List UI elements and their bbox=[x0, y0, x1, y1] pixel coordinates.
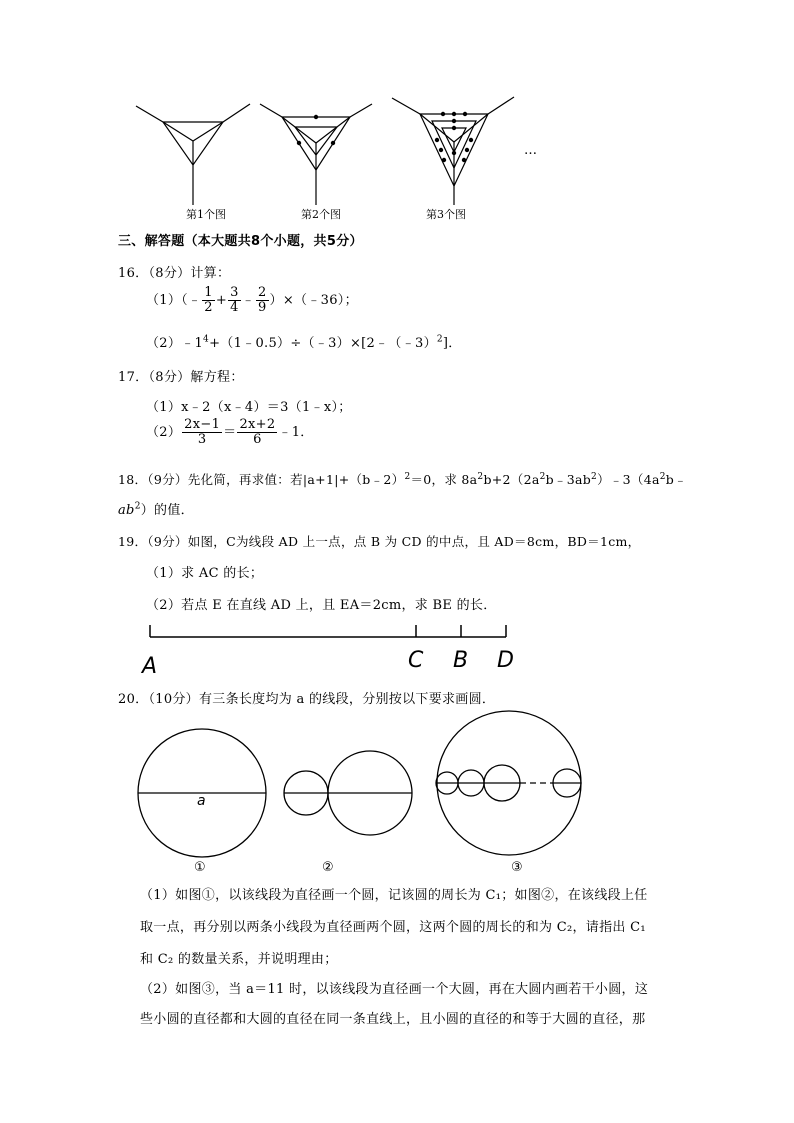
q16-part1 bbox=[146, 286, 358, 315]
segment-label-a: a bbox=[197, 793, 206, 809]
q17-part2 bbox=[146, 418, 314, 447]
q16-p1-tail: ）×（﹣36）； bbox=[269, 293, 358, 308]
numerator: 3 bbox=[230, 285, 239, 300]
q17-p2-tail: ﹣1． bbox=[278, 425, 314, 440]
dot bbox=[452, 151, 456, 155]
exponent: 2 bbox=[134, 501, 141, 512]
point-label-C: C bbox=[408, 648, 424, 673]
q18-text: 18．（9分）先化简，再求值：若|a+1|+（b﹣2） bbox=[118, 472, 405, 487]
dot bbox=[465, 148, 469, 152]
q18-text: b+2（2a bbox=[483, 472, 540, 487]
q19-part1: （1）求 AC 的长； bbox=[146, 566, 264, 581]
q18-text: ab bbox=[118, 503, 135, 518]
q17-p2-label: （2） bbox=[146, 425, 182, 440]
dot bbox=[463, 112, 467, 116]
fraction-2-9 bbox=[256, 286, 269, 315]
exponent: 2 bbox=[659, 471, 666, 482]
dot bbox=[452, 119, 456, 123]
exponent: 4 bbox=[203, 334, 210, 345]
numerator: 2 bbox=[257, 285, 267, 300]
q20-p2-line1: （2）如图③，当 a＝11 时，以该线段为直径画一个大圆，再在大圆内画若干小圆，这 bbox=[140, 982, 649, 997]
q19-part2: （2）若点 E 在直线 AD 上，且 EA＝2cm，求 BE 的长． bbox=[146, 598, 497, 613]
q18-text: ＝0，求 8a bbox=[410, 472, 478, 487]
exponent: 2 bbox=[404, 471, 411, 482]
exponent: 2 bbox=[539, 471, 546, 482]
q16-stem: 16．（8分）计算： bbox=[118, 266, 231, 281]
figure-number-2: ② bbox=[322, 860, 334, 875]
q18-text: ）的值． bbox=[140, 503, 194, 518]
figure2-caption: 第2个图 bbox=[301, 208, 341, 221]
fraction-lhs bbox=[182, 418, 222, 447]
q16-p2-c: ]． bbox=[442, 336, 462, 351]
point-label-A: A bbox=[142, 654, 158, 679]
q20-p2-line2: 些小圆的直径都和大圆的直径在同一条直线上，且小圆的直径的和等于大圆的直径，那 bbox=[140, 1012, 646, 1027]
figure1-caption: 第1个图 bbox=[186, 208, 226, 221]
point-label-D: D bbox=[497, 648, 514, 673]
figure-number-3: ③ bbox=[511, 860, 523, 875]
dot bbox=[442, 158, 446, 162]
q16-p2-a: （2）﹣1 bbox=[146, 336, 204, 351]
circles-figures bbox=[130, 708, 600, 878]
plus-sign: + bbox=[215, 293, 228, 308]
dot bbox=[439, 148, 443, 152]
fraction-rhs bbox=[237, 418, 277, 447]
dot bbox=[297, 141, 301, 145]
denominator: 9 bbox=[257, 300, 267, 315]
numerator: 2x+2 bbox=[239, 417, 276, 432]
minus-sign: ﹣ bbox=[241, 293, 255, 308]
exponent: 2 bbox=[436, 334, 443, 345]
numerator: 2x−1 bbox=[184, 417, 221, 432]
ellipsis: … bbox=[524, 143, 537, 158]
dot bbox=[435, 138, 439, 142]
exponent: 2 bbox=[477, 471, 484, 482]
dot bbox=[462, 158, 466, 162]
q18-text: b﹣ bbox=[665, 472, 687, 487]
numerator: 1 bbox=[204, 285, 213, 300]
dot bbox=[331, 141, 335, 145]
fraction-1-2 bbox=[202, 286, 215, 315]
fraction-3-4 bbox=[228, 286, 241, 315]
dot bbox=[441, 112, 445, 116]
q18-text: ）﹣3（4a bbox=[597, 472, 660, 487]
q16-p1-label: （1）（﹣ bbox=[146, 293, 202, 308]
section-heading: 三、解答题（本大题共8个小题，共5分） bbox=[118, 234, 363, 249]
q18-line2 bbox=[118, 499, 194, 518]
point-label-B: B bbox=[453, 648, 469, 673]
q20-p1-line3: 和 C₂ 的数量关系，并说明理由； bbox=[140, 952, 338, 967]
q20-p1-line2: 取一点，再分别以两条小线段为直径画两个圆，这两个圆的周长的和为 C₂，请指出 C₁ bbox=[140, 920, 646, 935]
q20-stem: 20．（10分）有三条长度均为 a 的线段，分别按以下要求画圆． bbox=[118, 692, 496, 707]
triangle-pattern-figures bbox=[0, 0, 794, 230]
q16-p2-b: +（1﹣0.5）÷（﹣3）×[2﹣（﹣3） bbox=[209, 336, 437, 351]
denominator: 4 bbox=[230, 300, 239, 315]
equals-sign: ＝ bbox=[223, 425, 237, 440]
figure3-caption: 第3个图 bbox=[426, 208, 466, 221]
figure-number-1: ① bbox=[194, 860, 206, 875]
denominator: 6 bbox=[253, 432, 262, 447]
q19-stem: 19．（9分）如图，C为线段 AD 上一点，点 B 为 CD 的中点，且 AD＝8cm，BD＝1cm， bbox=[118, 534, 641, 549]
q17-stem: 17．（8分）解方程： bbox=[118, 370, 244, 385]
dot bbox=[452, 112, 456, 116]
q18-text: b﹣3ab bbox=[545, 472, 592, 487]
q16-part2 bbox=[146, 332, 462, 351]
q18-line1 bbox=[118, 470, 687, 488]
dot bbox=[469, 138, 473, 142]
exponent: 2 bbox=[591, 471, 598, 482]
dot bbox=[452, 126, 456, 130]
segment-diagram bbox=[130, 615, 530, 680]
q20-p1-line1: （1）如图①，以该线段为直径画一个圆，记该圆的周长为 C₁；如图②，在该线段上任 bbox=[140, 888, 648, 903]
dot bbox=[314, 115, 318, 119]
denominator: 3 bbox=[197, 432, 207, 447]
q17-part1: （1）x﹣2（x﹣4）＝3（1﹣x）； bbox=[146, 400, 352, 415]
denominator: 2 bbox=[204, 300, 213, 315]
